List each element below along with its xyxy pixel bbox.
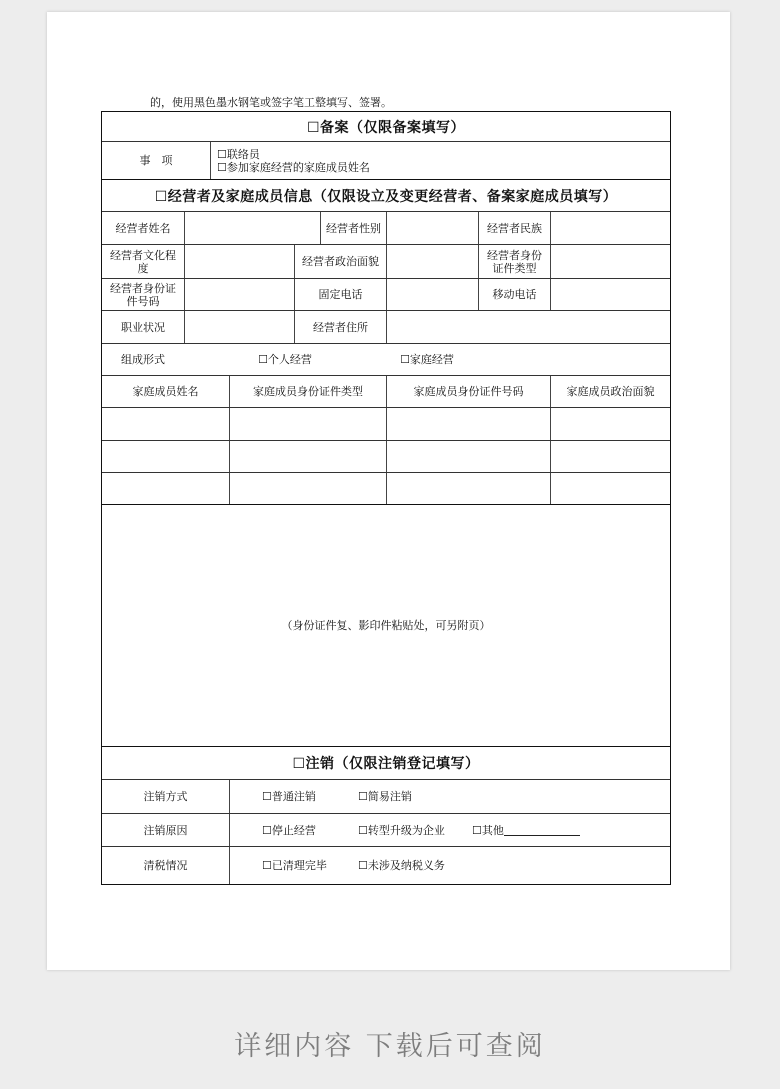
operator-id-number-field[interactable] <box>184 279 294 310</box>
table-row <box>102 407 670 440</box>
occupation-field[interactable] <box>184 311 294 343</box>
operator-political-label: 经营者政治面貌 <box>294 245 386 278</box>
occupation-label: 职业状况 <box>121 320 165 334</box>
operator-row-2 <box>102 244 670 278</box>
other-reason-field[interactable] <box>504 825 580 836</box>
registration-form <box>101 111 671 885</box>
operator-ethnicity-label: 经营者民族 <box>478 212 550 244</box>
operator-ethnicity-field[interactable] <box>550 212 670 244</box>
family-political-cell[interactable] <box>550 473 670 504</box>
operator-row-3 <box>102 278 670 310</box>
family-id-type-cell[interactable] <box>229 408 386 440</box>
tax-clearance-options <box>229 847 670 884</box>
family-name-cell[interactable] <box>102 473 229 504</box>
organization-form-row <box>102 343 670 375</box>
individual-business-checkbox[interactable]: ☐个人经营 <box>258 353 312 366</box>
family-name-header: 家庭成员姓名 <box>132 385 199 398</box>
operator-name-field[interactable] <box>184 212 320 244</box>
id-paste-note: （身份证件复、影印件粘贴处，可另附页） <box>281 619 491 632</box>
filing-section-header <box>102 112 670 141</box>
liaison-checkbox[interactable]: ☐联络员 <box>217 147 260 161</box>
family-business-checkbox[interactable]: ☐家庭经营 <box>400 353 454 366</box>
mobile-field[interactable] <box>550 279 670 310</box>
cancel-header-title: ☐注销（仅限注销登记填写） <box>292 756 480 772</box>
family-id-type-cell[interactable] <box>229 441 386 472</box>
organization-form-label: 组成形式 <box>121 353 165 366</box>
cancel-method-label: 注销方式 <box>143 790 188 803</box>
family-id-number-cell[interactable] <box>386 473 550 504</box>
family-name-cell[interactable] <box>102 408 229 440</box>
family-id-type-header: 家庭成员身份证件类型 <box>229 376 386 407</box>
id-paste-area[interactable] <box>102 504 670 746</box>
stop-business-checkbox[interactable]: ☐停止经营 <box>262 823 316 837</box>
cancel-method-options <box>229 780 670 813</box>
operator-row-1 <box>102 211 670 244</box>
family-member-checkbox[interactable]: ☐参加家庭经营的家庭成员姓名 <box>217 160 370 174</box>
operator-header-title: ☐经营者及家庭成员信息（仅限设立及变更经营者、备案家庭成员填写） <box>154 188 618 205</box>
filing-item-label: 事 项 <box>139 154 173 167</box>
operator-gender-field[interactable] <box>386 212 478 244</box>
operator-row-4 <box>102 310 670 343</box>
filing-header-title: ☐备案（仅限备案填写） <box>306 119 466 136</box>
tax-clearance-row <box>102 846 670 884</box>
family-political-cell[interactable] <box>550 408 670 440</box>
simple-cancel-checkbox[interactable]: ☐简易注销 <box>358 790 412 803</box>
landline-label: 固定电话 <box>294 279 386 310</box>
family-id-number-cell[interactable] <box>386 441 550 472</box>
residence-field[interactable] <box>386 311 670 343</box>
table-row <box>102 440 670 472</box>
other-reason-checkbox[interactable]: ☐其他 <box>472 823 504 837</box>
table-row <box>102 472 670 504</box>
filing-item-row <box>102 141 670 179</box>
operator-education-label: 经营者文化程度 <box>110 248 176 275</box>
operator-political-field[interactable] <box>386 245 478 278</box>
cancel-reason-label: 注销原因 <box>143 823 188 837</box>
operator-id-type-label: 经营者身份证件类型 <box>478 245 550 278</box>
family-table-header <box>102 375 670 407</box>
residence-label: 经营者住所 <box>294 311 386 343</box>
footer-download-note: 详细内容 下载后可查阅 <box>234 1031 546 1062</box>
operator-id-type-field[interactable] <box>550 245 670 278</box>
family-id-number-cell[interactable] <box>386 408 550 440</box>
tax-clearance-label: 清税情况 <box>143 859 188 872</box>
operator-section-header <box>102 179 670 211</box>
cancel-section-header <box>102 746 670 779</box>
landline-field[interactable] <box>386 279 478 310</box>
mobile-label: 移动电话 <box>478 279 550 310</box>
operator-education-field[interactable] <box>184 245 294 278</box>
tax-cleared-checkbox[interactable]: ☐已清理完毕 <box>262 859 327 872</box>
operator-name-label: 经营者姓名 <box>115 221 171 235</box>
family-political-cell[interactable] <box>550 441 670 472</box>
family-id-type-cell[interactable] <box>229 473 386 504</box>
no-tax-obligation-checkbox[interactable]: ☐未涉及纳税义务 <box>358 859 445 872</box>
cancel-method-row <box>102 779 670 813</box>
upgrade-enterprise-checkbox[interactable]: ☐转型升级为企业 <box>358 823 445 837</box>
cancel-reason-options <box>229 814 670 846</box>
cancel-reason-row <box>102 813 670 846</box>
family-political-header: 家庭成员政治面貌 <box>550 376 670 407</box>
family-id-number-header: 家庭成员身份证件号码 <box>386 376 550 407</box>
family-name-cell[interactable] <box>102 441 229 472</box>
normal-cancel-checkbox[interactable]: ☐普通注销 <box>262 790 316 803</box>
intro-text: 的，使用黑色墨水钢笔或签字笔工整填写、签署。 <box>150 96 392 109</box>
operator-gender-label: 经营者性别 <box>320 212 386 244</box>
filing-options <box>210 142 670 179</box>
operator-id-number-label: 经营者身份证件号码 <box>110 281 176 308</box>
